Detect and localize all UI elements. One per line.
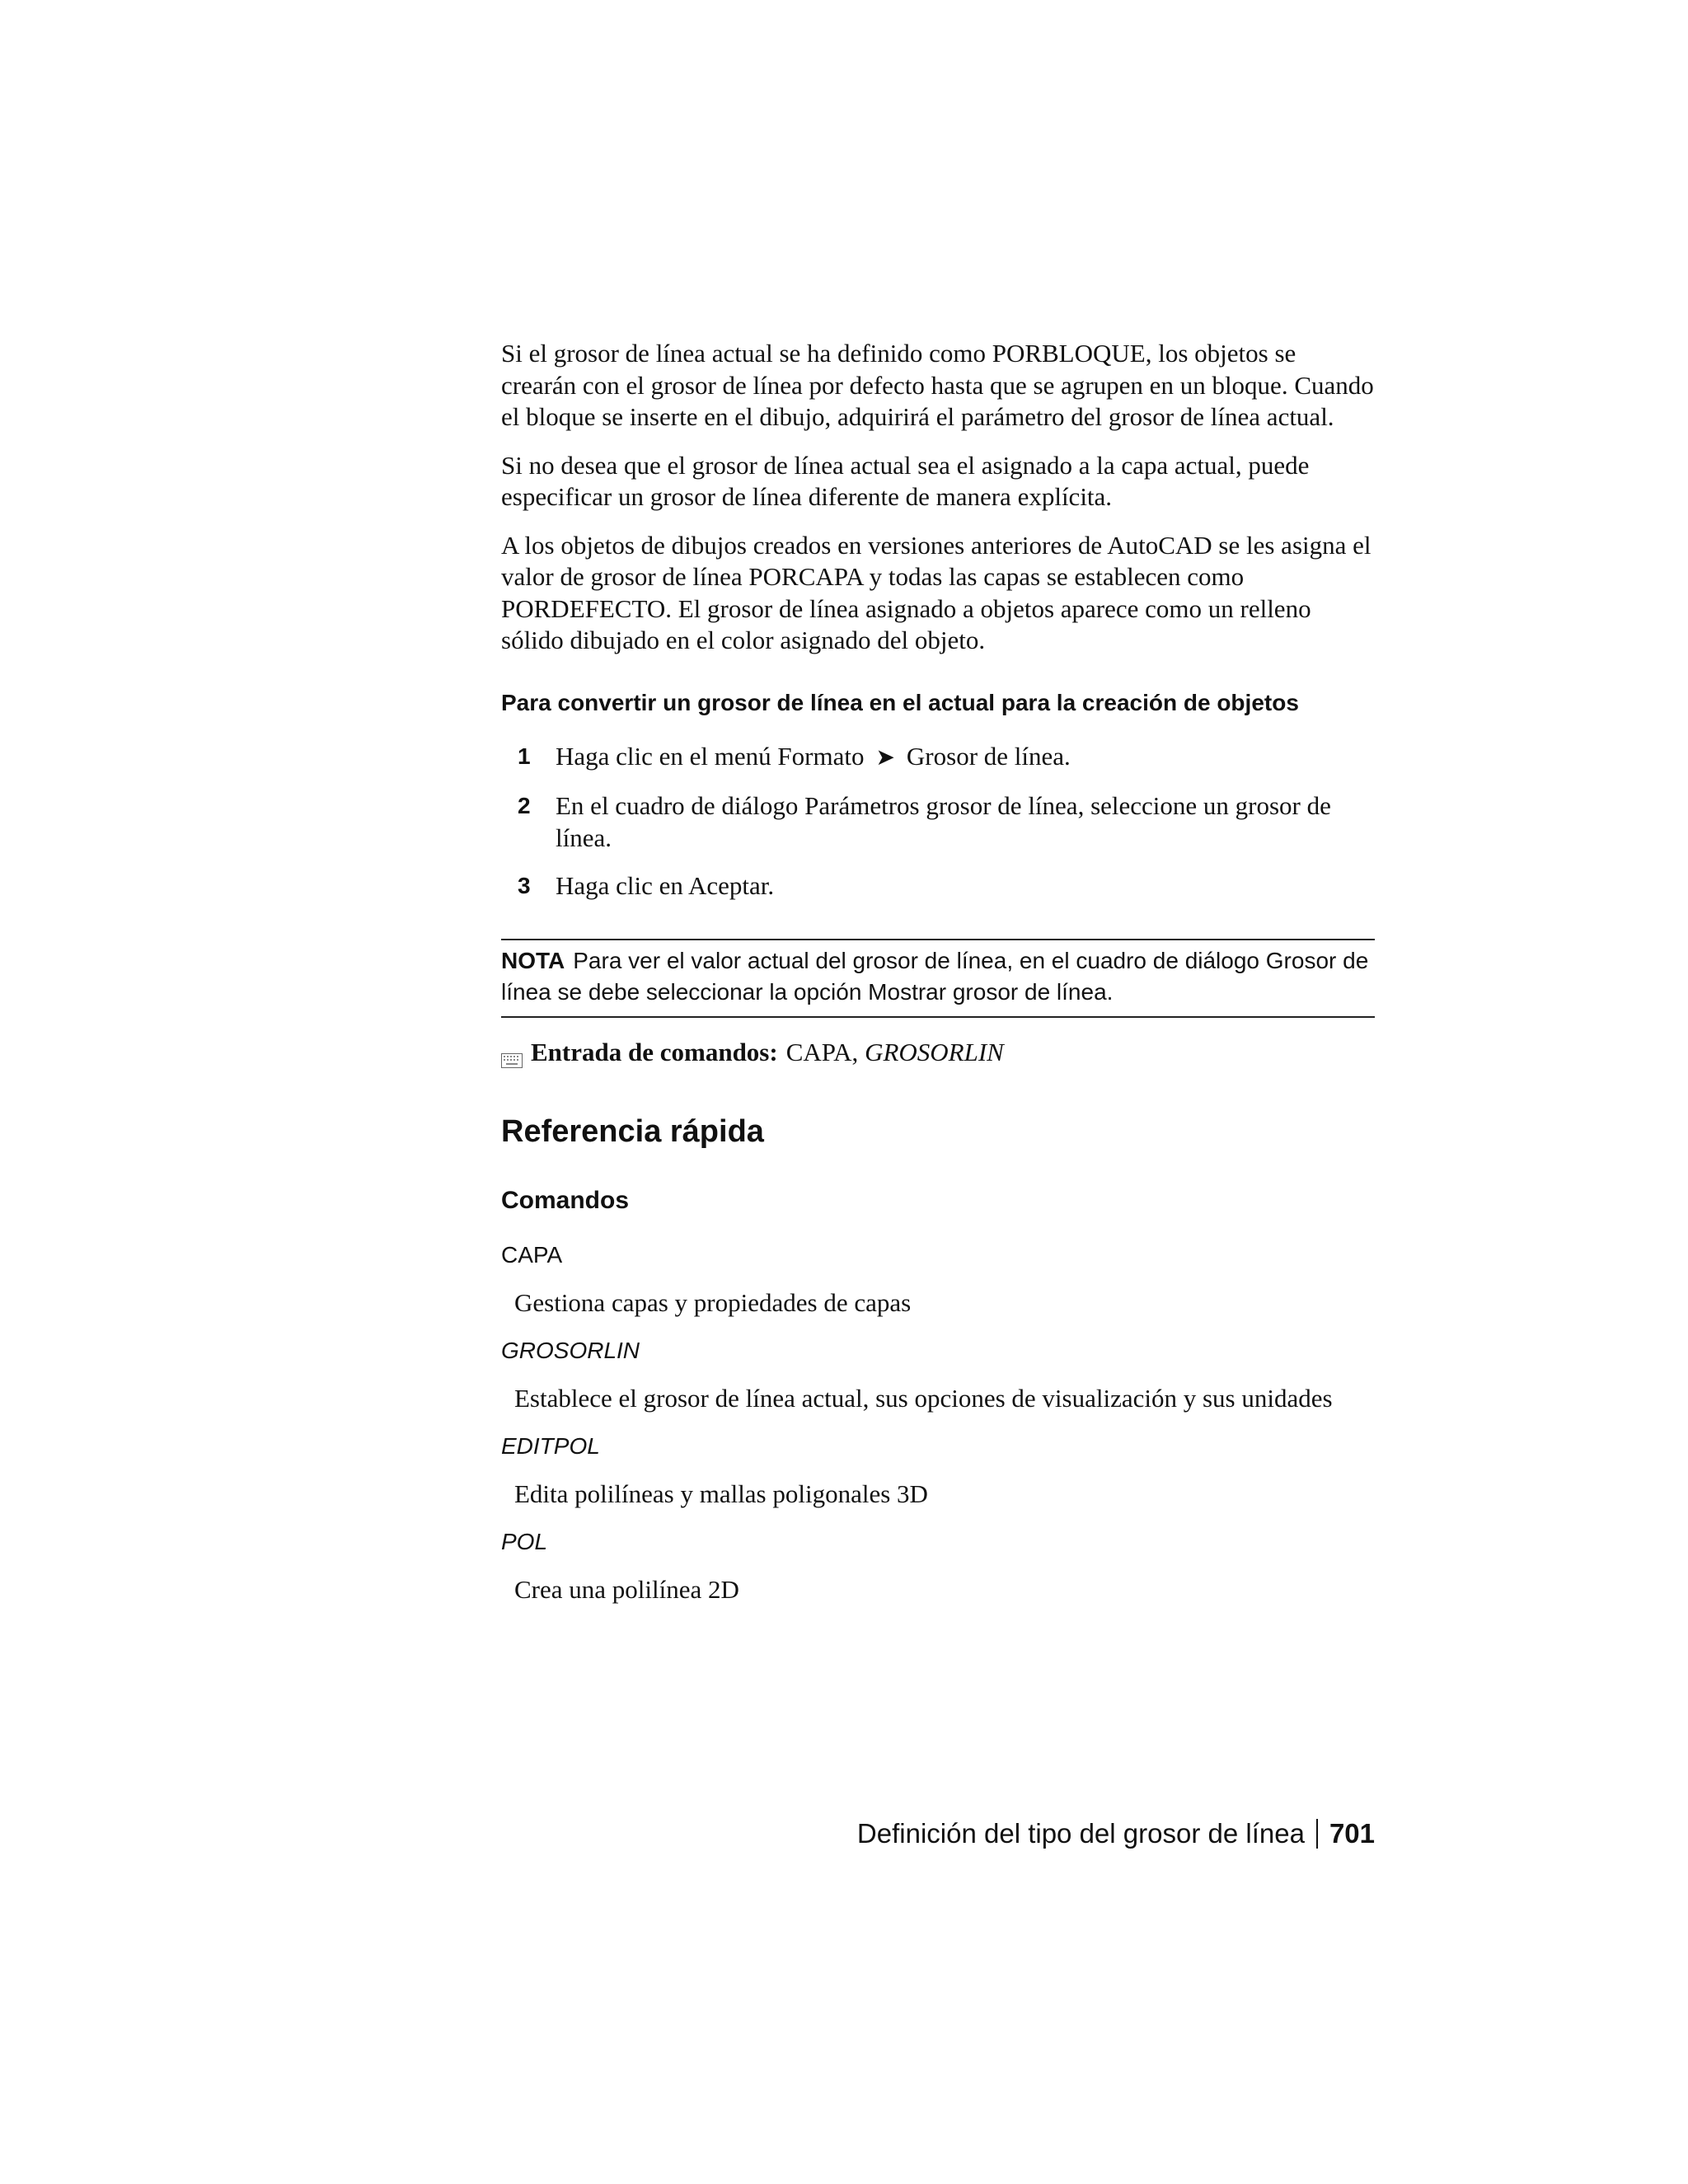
command-name: EDITPOL: [501, 1432, 600, 1459]
command-name: POL: [501, 1528, 548, 1554]
command-description: Establece el grosor de línea actual, sus opciones de visualización y sus unidades: [514, 1383, 1333, 1413]
section-heading: Referencia rápida: [501, 1113, 764, 1149]
arrow-icon: ➤: [875, 744, 895, 771]
subsection-heading: Comandos: [501, 1186, 630, 1214]
step-text: Haga clic en el menú Formato: [556, 741, 865, 771]
command-name: GROSORLIN: [501, 1337, 640, 1363]
body-paragraph: Si el grosor de línea actual se ha definido como PORBLOQUE, los objetos se crearán con el grosor de línea por defecto hasta que se agrupen en un bloque. Cuando el bloque se inserte en el dibujo, adquirirá el parámetro del grosor de línea actual.: [501, 339, 1374, 431]
note-label: NOTA: [501, 947, 565, 973]
procedure-steps: [501, 741, 1375, 902]
step-item: [501, 790, 1375, 854]
step-number: 3: [518, 873, 531, 898]
command-description: Gestiona capas y propiedades de capas: [514, 1287, 912, 1317]
command-entry: [501, 1036, 1375, 1069]
command-name: CAPA: [501, 1241, 563, 1268]
note-box: [501, 939, 1375, 1018]
command-description: Crea una polilínea 2D: [514, 1574, 739, 1604]
body-paragraph: Si no desea que el grosor de línea actual sea el asignado a la capa actual, puede especificar un grosor de línea diferente de manera explícita.: [501, 450, 1310, 511]
note-text: Para ver el valor actual del grosor de línea, en el cuadro de diálogo Grosor de línea se debe seleccionar la opción Mostrar grosor de línea.: [501, 947, 1369, 1005]
step-text: En el cuadro de diálogo Parámetros grosor de línea, seleccione un grosor de línea.: [556, 791, 1331, 852]
page-footer: [857, 1816, 1375, 1852]
command-entry-value: CAPA,: [785, 1037, 859, 1066]
step-text: Grosor de línea.: [906, 741, 1071, 771]
page-number: 701: [1329, 1818, 1375, 1849]
step-number: 1: [518, 743, 531, 769]
footer-title: Definición del tipo del grosor de línea: [856, 1818, 1305, 1849]
command-entry-value-italic: GROSORLIN: [865, 1037, 1004, 1066]
command-description: Edita polilíneas y mallas poligonales 3D: [514, 1479, 928, 1508]
footer-separator: [1316, 1819, 1318, 1849]
step-item: [501, 741, 1375, 775]
procedure-title: Para convertir un grosor de línea en el actual para la creación de objetos: [501, 689, 1299, 715]
command-entry-label: Entrada de comandos:: [531, 1037, 778, 1066]
step-number: 2: [518, 793, 531, 818]
command-list: [501, 1240, 1375, 1606]
step-text: Haga clic en Aceptar.: [556, 871, 775, 900]
body-paragraph: A los objetos de dibujos creados en versiones anteriores de AutoCAD se les asigna el valor de grosor de línea PORCAPA y todas las capas se establecen como PORDEFECTO. El grosor de línea asignado a objetos aparece como un relleno sólido dibujado en el color asignado del objeto.: [501, 530, 1372, 654]
step-item: [501, 870, 1375, 902]
keyboard-icon: [501, 1043, 523, 1058]
page-content: [501, 338, 1375, 1623]
